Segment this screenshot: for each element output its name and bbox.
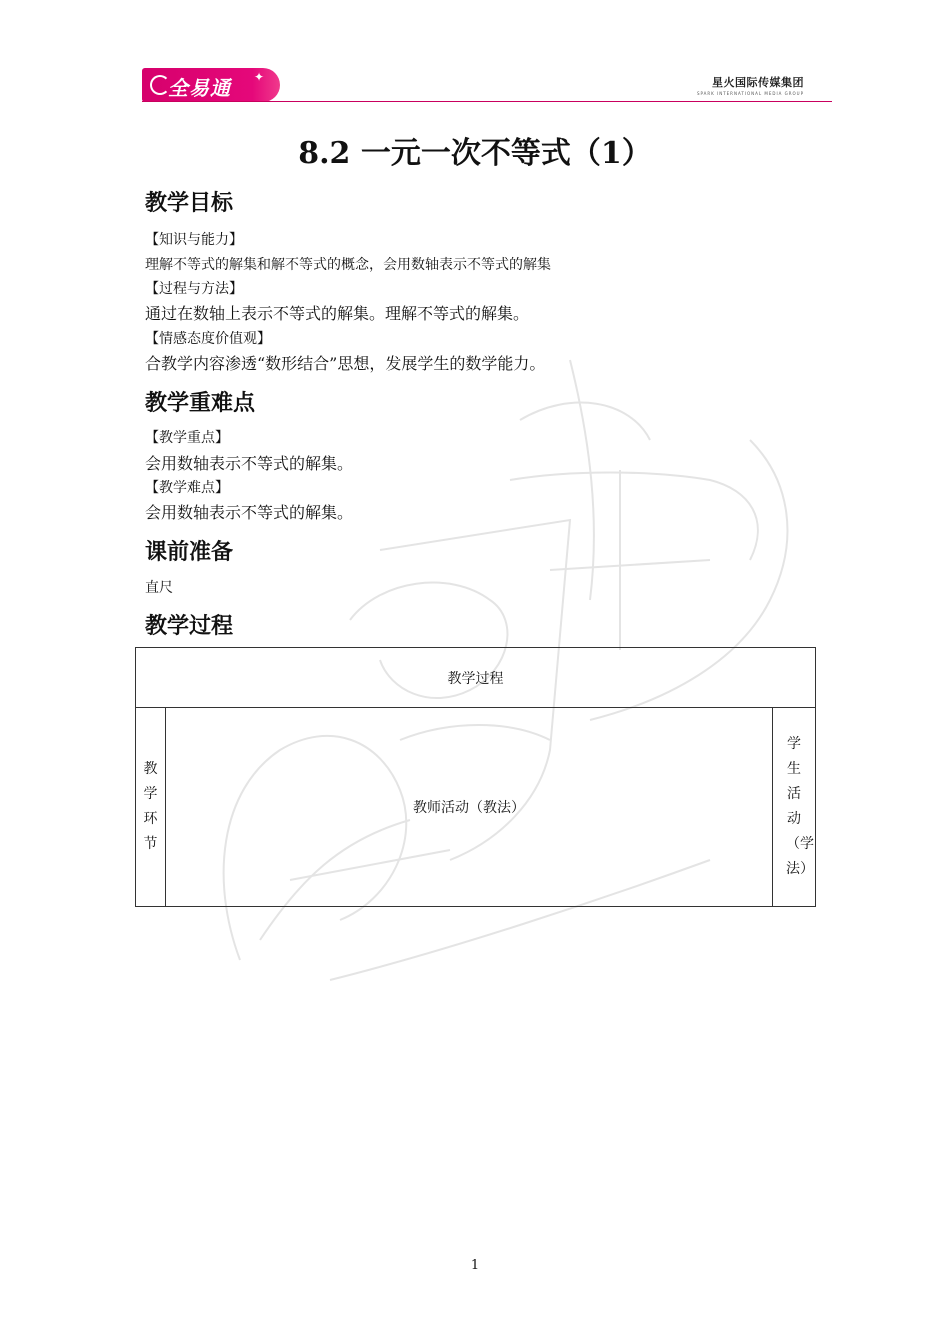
- header-divider: [142, 101, 832, 102]
- column-student-label: 学生活动（学法）: [786, 736, 814, 877]
- text-prep: 直尺: [145, 580, 173, 596]
- label-emotion-values: 【情感态度价值观】: [145, 331, 271, 347]
- label-focus: 【教学重点】: [145, 430, 229, 446]
- column-stage-label: 教学环节: [143, 761, 158, 852]
- company-name-en: SPARK INTERNATIONAL MEDIA GROUP: [696, 91, 804, 96]
- column-student-activity: [773, 708, 816, 907]
- process-table: [135, 647, 816, 907]
- logo-ring-icon: [150, 75, 170, 95]
- text-focus: 会用数轴表示不等式的解集。: [145, 454, 354, 473]
- page-number: 1: [470, 1258, 480, 1273]
- page-title: 8.2 一元一次不等式（1）: [298, 136, 652, 171]
- column-teacher-activity: 教师活动（教法）: [166, 708, 773, 907]
- section-heading-prep: 课前准备: [145, 540, 234, 565]
- text-difficulty: 会用数轴表示不等式的解集。: [145, 503, 354, 522]
- label-difficulty: 【教学难点】: [145, 480, 229, 496]
- section-heading-keypoints: 教学重难点: [145, 391, 256, 416]
- section-heading-process: 教学过程: [145, 614, 234, 639]
- text-process-method: 通过在数轴上表示不等式的解集。理解不等式的解集。: [145, 304, 530, 323]
- label-process-method: 【过程与方法】: [145, 281, 243, 297]
- company-name: [697, 74, 804, 96]
- text-knowledge-ability: 理解不等式的解集和解不等式的概念，会用数轴表示不等式的解集: [145, 257, 551, 273]
- table-header-cell: 教学过程: [136, 648, 816, 708]
- label-knowledge-ability: 【知识与能力】: [145, 232, 243, 248]
- brand-logo: [142, 68, 280, 102]
- sparkle-icon: ✦: [254, 70, 265, 84]
- company-name-cn: 星火国际传媒集团: [712, 76, 804, 89]
- section-heading-goals: 教学目标: [145, 191, 234, 216]
- text-emotion-values: 合教学内容渗透“数形结合”思想，发展学生的数学能力。: [145, 354, 546, 373]
- logo-text: 全易通: [168, 76, 231, 100]
- column-stage: [136, 708, 166, 907]
